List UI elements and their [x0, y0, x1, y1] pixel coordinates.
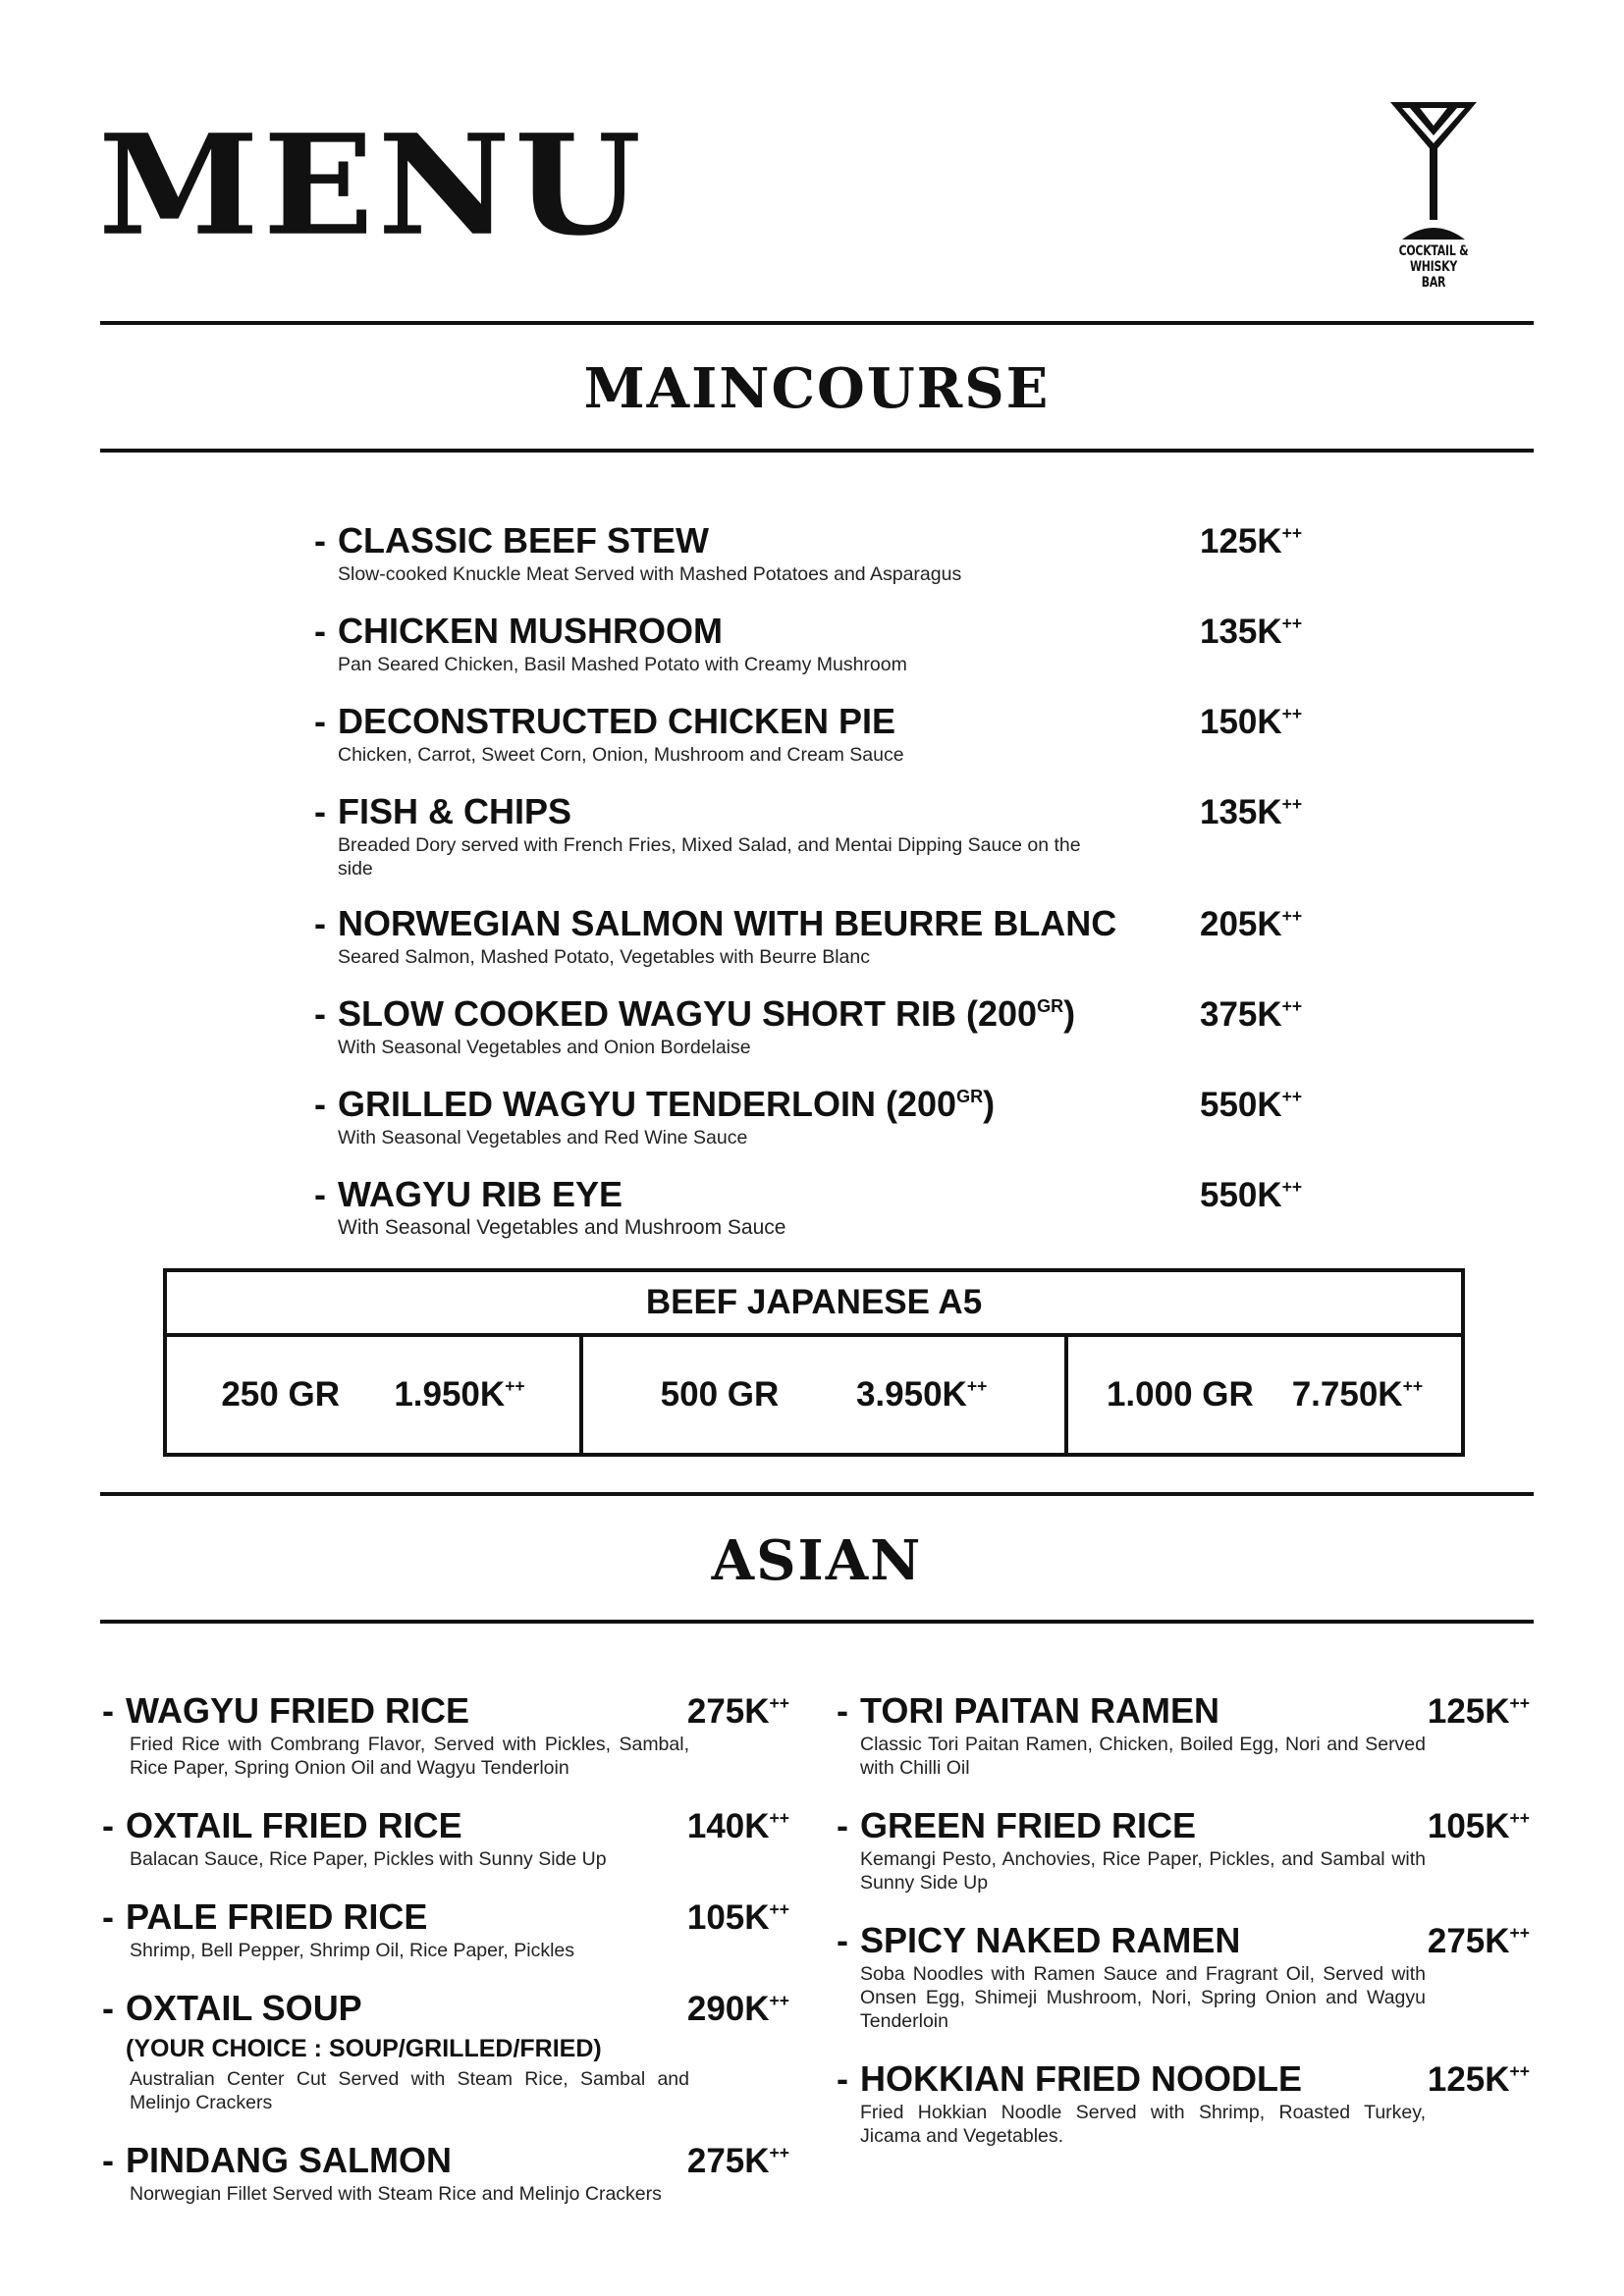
- menu-item: [314, 993, 1316, 1059]
- menu-item: [102, 1690, 789, 1780]
- item-price: 550K++: [1200, 1086, 1303, 1124]
- item-price: 150K++: [1200, 703, 1303, 741]
- item-name: - NORWEGIAN SALMON WITH BEURRE BLANC: [314, 903, 1117, 943]
- martini-glass-icon: [1386, 96, 1481, 243]
- item-description: Balacan Sauce, Rice Paper, Pickles with Sunny Side Up: [130, 1848, 607, 1870]
- item-name: - WAGYU FRIED RICE: [102, 1690, 470, 1731]
- divider: [100, 1620, 1534, 1624]
- a5-option: [579, 1337, 1064, 1453]
- item-price: 135K++: [1200, 793, 1303, 831]
- item-description: Pan Seared Chicken, Basil Mashed Potato with Creamy Mushroom: [338, 654, 907, 675]
- item-price: 375K++: [1200, 995, 1303, 1034]
- item-price: 105K++: [1427, 1807, 1530, 1845]
- menu-item: [314, 903, 1316, 969]
- item-name: - SLOW COOKED WAGYU SHORT RIB $(200^{GR})$: [314, 993, 1076, 1034]
- item-price: 125K++: [1200, 522, 1303, 561]
- a5-weight: 1.000 GR: [1106, 1375, 1254, 1414]
- item-name: - SPICY NAKED RAMEN: [837, 1920, 1241, 1960]
- divider: [100, 1492, 1534, 1496]
- item-price: 275K++: [686, 1692, 789, 1731]
- item-price: 275K++: [686, 2142, 789, 2180]
- item-name: - OXTAIL SOUP: [102, 1988, 362, 2028]
- maincourse-title: MAINCOURSE: [583, 356, 1051, 421]
- item-name: - FISH & CHIPS: [314, 791, 572, 831]
- item-price: 140K++: [686, 1807, 789, 1845]
- a5-price: 1.950K++: [394, 1375, 525, 1414]
- item-name: - GREEN FRIED RICE: [837, 1805, 1197, 1845]
- item-description: With Seasonal Vegetables and Red Wine Sauce: [338, 1127, 748, 1148]
- menu-item: [837, 1920, 1530, 2033]
- a5-price: 7.750K++: [1291, 1375, 1424, 1414]
- item-description: Classic Tori Paitan Ramen, Chicken, Boiled Egg, Nori and Served with Chilli Oil: [860, 1734, 1426, 1779]
- menu-item: [314, 611, 1316, 676]
- menu-item: [837, 2058, 1530, 2148]
- logo-text-line2: BAR: [1421, 275, 1446, 291]
- menu-item: [102, 1988, 789, 2114]
- asian-right-column: [837, 1690, 1530, 2173]
- item-name: - CHICKEN MUSHROOM: [314, 611, 723, 651]
- item-description: Seared Salmon, Mashed Potato, Vegetables with Beurre Blanc: [338, 946, 870, 968]
- item-description: Slow-cooked Knuckle Meat Served with Mashed Potatoes and Asparagus: [338, 563, 962, 585]
- item-description: Shrimp, Bell Pepper, Shrimp Oil, Rice Paper, Pickles: [130, 1940, 575, 1961]
- menu-item: [102, 1805, 789, 1871]
- menu-item: [314, 520, 1316, 586]
- item-description: With Seasonal Vegetables and Mushroom Sauce: [338, 1216, 786, 1239]
- item-name: - CLASSIC BEEF STEW: [314, 520, 710, 561]
- item-price: 125K++: [1427, 1692, 1530, 1731]
- menu-item: [837, 1690, 1530, 1780]
- item-description: Fried Rice with Combrang Flavor, Served with Pickles, Sambal, Rice Paper, Spring Onion Oil and Wagyu Tenderloin: [130, 1734, 689, 1779]
- bar-logo: [1365, 96, 1502, 293]
- item-description: Breaded Dory served with French Fries, Mixed Salad, and Mentai Dipping Sauce on the side: [338, 834, 1081, 880]
- asian-left-column: [102, 1690, 789, 2231]
- a5-weight: 500 GR: [660, 1375, 780, 1414]
- menu-item: [837, 1805, 1530, 1895]
- item-description: Soba Noodles with Ramen Sauce and Fragrant Oil, Served with Onsen Egg, Shimeji Mushroom, Nori, Spring Onion and Wagyu Tenderloin: [860, 1963, 1426, 2032]
- beef-a5-title: BEEF JAPANESE A5: [167, 1272, 1461, 1337]
- menu-item: [102, 1896, 789, 1962]
- beef-a5-table: [163, 1268, 1465, 1457]
- item-name: - TORI PAITAN RAMEN: [837, 1690, 1219, 1731]
- item-description: With Seasonal Vegetables and Onion Bordelaise: [338, 1037, 751, 1058]
- item-description: Chicken, Carrot, Sweet Corn, Onion, Mushroom and Cream Sauce: [338, 744, 904, 766]
- item-price: 135K++: [1200, 613, 1303, 651]
- a5-price: 3.950K++: [855, 1375, 988, 1414]
- item-price: 105K++: [686, 1898, 789, 1937]
- item-price: 125K++: [1427, 2060, 1530, 2099]
- item-choice: (YOUR CHOICE : SOUP/GRILLED/FRIED): [126, 2035, 602, 2062]
- asian-title: ASIAN: [711, 1528, 923, 1593]
- item-name: - DECONSTRUCTED CHICKEN PIE: [314, 701, 896, 741]
- item-description: Norwegian Fillet Served with Steam Rice and Melinjo Crackers: [130, 2183, 662, 2205]
- item-name: - PINDANG SALMON: [102, 2140, 452, 2180]
- item-name: - OXTAIL FRIED RICE: [102, 1805, 462, 1845]
- a5-option: [167, 1337, 579, 1453]
- menu-item: [314, 701, 1316, 767]
- page-title: MENU: [98, 103, 645, 266]
- item-price: 275K++: [1427, 1922, 1530, 1960]
- item-price: 205K++: [1200, 905, 1303, 943]
- menu-item: [102, 2140, 789, 2206]
- item-description: Fried Hokkian Noodle Served with Shrimp, Roasted Turkey, Jicama and Vegetables.: [860, 2102, 1426, 2147]
- a5-option: [1064, 1337, 1461, 1453]
- item-description: Kemangi Pesto, Anchovies, Rice Paper, Pickles, and Sambal with Sunny Side Up: [860, 1848, 1426, 1894]
- a5-weight: 250 GR: [221, 1375, 340, 1414]
- item-name: - HOKKIAN FRIED NOODLE: [837, 2058, 1302, 2099]
- item-description: Australian Center Cut Served with Steam Rice, Sambal and Melinjo Crackers: [130, 2068, 689, 2113]
- logo-text-line1: COCKTAIL & WHISKY: [1398, 243, 1469, 275]
- item-name: - WAGYU RIB EYE: [314, 1174, 623, 1214]
- divider: [100, 321, 1534, 325]
- divider: [100, 449, 1534, 453]
- item-price: 290K++: [686, 1990, 789, 2028]
- item-name: - PALE FRIED RICE: [102, 1896, 428, 1937]
- item-price: 550K++: [1200, 1176, 1303, 1214]
- menu-item: [314, 1084, 1316, 1149]
- menu-item: [314, 1174, 1316, 1240]
- menu-item: [314, 791, 1316, 881]
- item-name: - GRILLED WAGYU TENDERLOIN $(200^{GR})$: [314, 1084, 996, 1124]
